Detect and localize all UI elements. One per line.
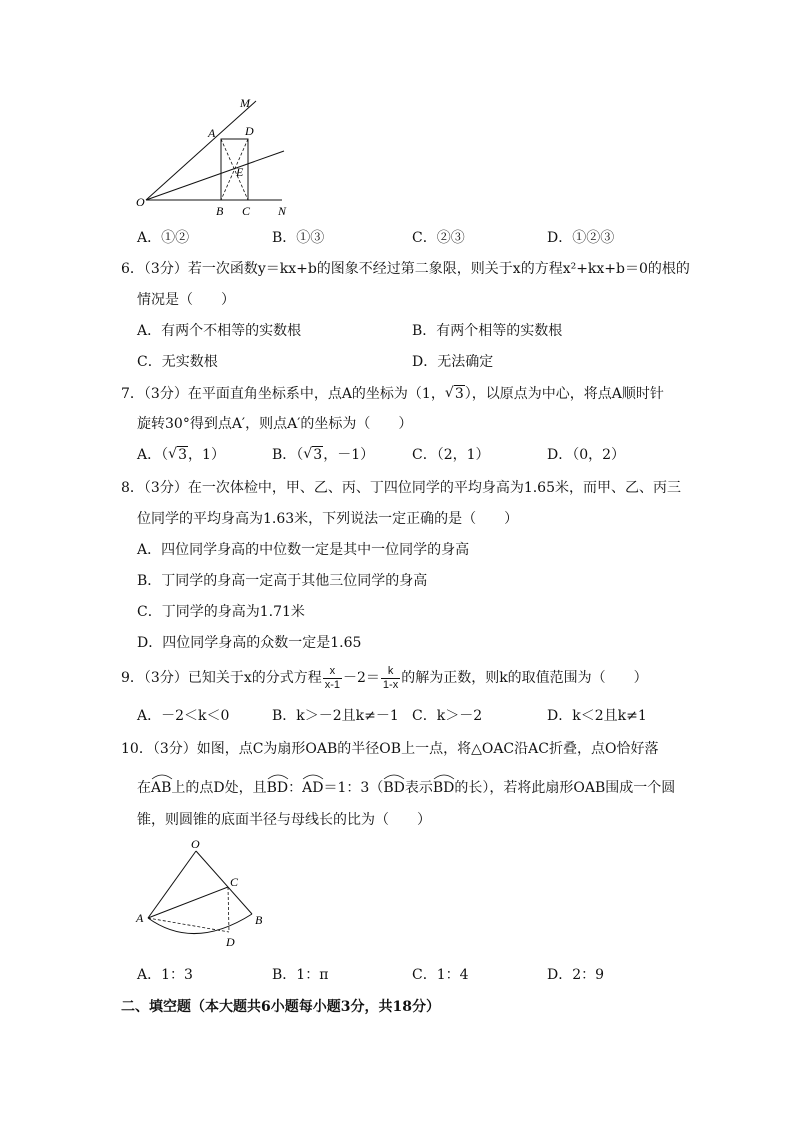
arc-bd: BD [267,776,289,797]
q10-option-a: A．1：3 [137,967,193,983]
arc-bd-3: BD [433,776,455,797]
q5-option-b: B．①③ [272,230,325,246]
q7-option-a: A．（√ 3，1） [137,446,225,464]
label-c: C [230,875,239,889]
arc-bd-2: BD [383,776,405,797]
label-c: C [242,204,251,218]
label-d: D [245,124,254,138]
radius-ob [196,851,252,914]
label-d: D [226,935,235,949]
segment-cd [228,887,229,932]
q7-option-d: D．（0，2） [547,447,626,463]
ray-om [146,101,256,200]
q7-stem-line2: 旋转30°得到点A′，则点A′的坐标为（ ） [137,416,413,432]
label-a: A [208,126,216,140]
q5-geometry-figure [132,94,302,219]
label-b: B [255,913,263,927]
q8-option-d: D．四位同学身高的众数一定是1.65 [137,635,362,651]
q9-option-d: D．k＜2且k≠1 [547,708,647,724]
q10-option-b: B．1：π [272,967,329,983]
bisector-line [146,151,284,200]
q8-stem-line1: 8．（3分）在一次体检中，甲、乙、丙、丁四位同学的平均身高为1.65米，而甲、乙、丙三 [121,480,681,496]
q6-stem-line2: 情况是（ ） [137,292,235,308]
q6-stem-line1: 6．（3分）若一次函数y＝kx+b的图象不经过第二象限，则关于x的方程x²+kx+b＝0的根的 [121,261,690,277]
q10-sector-figure [134,836,274,954]
label-e: E [236,165,244,179]
q7-option-c: C．（2，1） [412,447,490,463]
q5-option-c: C．②③ [412,230,465,246]
q7-stem-line1: 7．（3分）在平面直角坐标系中，点A的坐标为（1，√ 3），以原点为中心，将点A顺时针 [121,385,664,403]
q8-option-a: A．四位同学身高的中位数一定是其中一位同学的身高 [137,542,470,558]
q10-stem-line2: 在 AB上的点D处，且 BD： AD＝1：3（ BD表示 BD的长），若将此扇形OAB围成一个圆 [137,776,675,797]
q9-stem: 9．（3分）已知关于x的分式方程 $\frac{x}{x-1}$ －2＝ $\frac{k}{1-x}$ 的解为正数，则k的取值范围为（ ） [121,664,648,691]
fraction-x-over-x-minus-1: $\frac{x}{x-1}$ [324,664,340,691]
q9-option-c: C．k＞－2 [412,708,483,724]
label-o: O [136,195,145,209]
q6-option-c: C．无实数根 [137,354,218,370]
q6-option-a: A．有两个不相等的实数根 [137,323,302,339]
arc-ad: AD [302,776,323,797]
q9-option-a: A．－2＜k＜0 [137,708,230,724]
label-m: M [240,96,250,110]
q10-option-d: D．2：9 [547,967,605,983]
q5-option-d: D．①②③ [547,230,615,246]
sqrt-3: √ 3 [445,385,465,403]
q9-option-b: B．k＞－2且k≠－1 [272,708,399,724]
fraction-k-over-1-minus-x: $\frac{k}{1-x}$ [382,664,399,691]
segment-ac [148,887,228,918]
q10-stem-line1: 10．（3分）如图，点C为扇形OAB的半径OB上一点，将△OAC沿AC折叠，点O恰好落 [121,741,659,757]
q6-option-b: B．有两个相等的实数根 [412,323,563,339]
section-heading-fill-in: 二、填空题（本大题共6小题每小题3分，共18分） [121,999,440,1015]
radius-oa [148,851,196,918]
label-o: O [191,837,200,851]
q8-option-b: B．丁同学的身高一定高于其他三位同学的身高 [137,573,428,589]
q8-option-c: C．丁同学的身高为1.71米 [137,604,305,620]
label-a: A [136,911,144,925]
q10-stem-line3: 锥，则圆锥的底面半径与母线长的比为（ ） [137,812,431,828]
label-n: N [278,204,287,218]
q5-option-a: A．①② [137,230,190,246]
q8-stem-line2: 位同学的平均身高为1.63米，下列说法一定正确的是（ ） [137,511,519,527]
arc-ab: AB [151,776,171,797]
arc-ab-curve [148,914,252,934]
q6-option-d: D．无法确定 [412,354,494,370]
label-b: B [216,204,224,218]
q10-option-c: C．1：4 [412,967,469,983]
q7-option-b: B．（√ 3，－1） [272,446,374,464]
